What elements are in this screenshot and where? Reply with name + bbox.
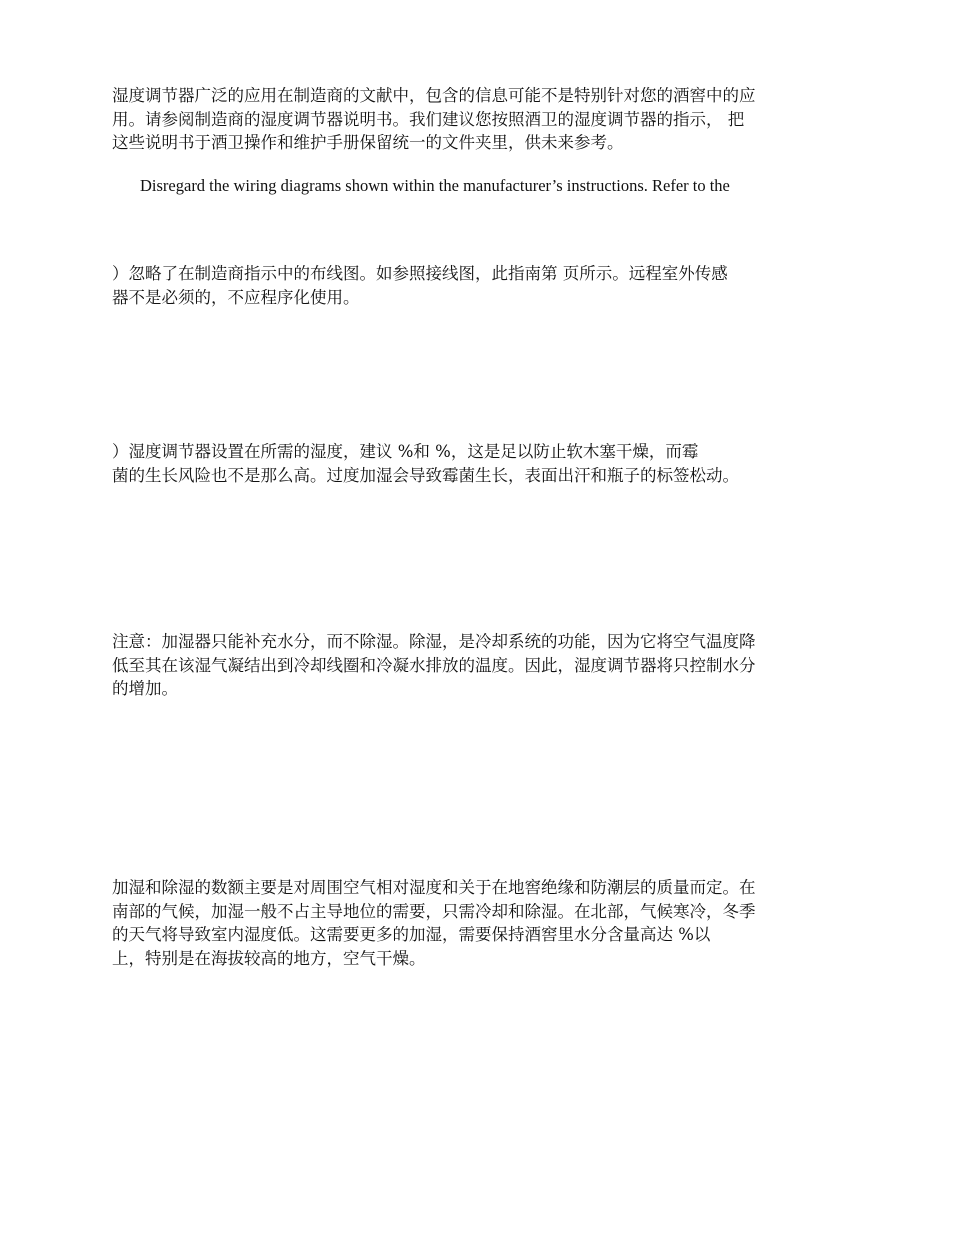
paragraph-wiring-english: Disregard the wiring diagrams shown within the manufacturer’s instructions. Refer to the	[140, 176, 730, 195]
paragraph-climate-humidification: 加湿和除湿的数额主要是对周围空气相对湿度和关于在地窖绝缘和防潮层的质量而定。在 南部的气候，加湿一般不占主导地位的需要，只需冷却和除湿。在北部，气候寒冷，冬季 的天气将导致室内湿度低。这需要更多的加湿，需要保持酒窖里水分含量高达 %以 上，特别是在海拔较高的地方，空气干燥。	[112, 878, 756, 968]
paragraph-humidity-setting: ）湿度调节器设置在所需的湿度，建议 %和 %，这是足以防止软木塞干燥，而霉 菌的生长风险也不是那么高。过度加湿会导致霉菌生长，表面出汗和瓶子的标签松动。	[112, 442, 739, 485]
paragraph-wiring-chinese: ）忽略了在制造商指示中的布线图。如参照接线图，此指南第 页所示。远程室外传感 器不是必须的，不应程序化使用。	[112, 264, 728, 307]
paragraph-note-dehumidify: 注意：加湿器只能补充水分，而不除湿。除湿，是冷却系统的功能，因为它将空气温度降 低至其在该湿气凝结出到冷却线圈和冷凝水排放的温度。因此，湿度调节器将只控制水分 的增加。	[112, 632, 756, 698]
paragraph-humidistat-intro: 湿度调节器广泛的应用在制造商的文献中，包含的信息可能不是特别针对您的酒窖中的应 用。请参阅制造商的湿度调节器说明书。我们建议您按照酒卫的湿度调节器的指示， 把 这些说明书于酒卫操作和维护手册保留统一的文件夹里，供未来参考。	[112, 86, 756, 152]
